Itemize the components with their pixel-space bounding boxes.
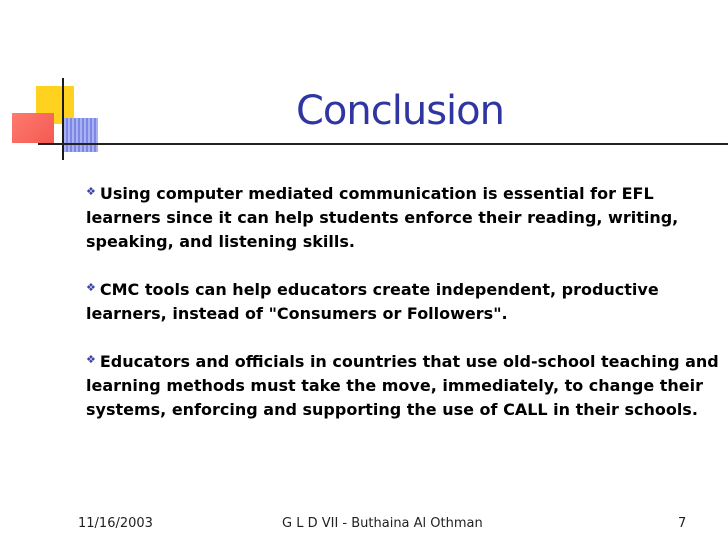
vertical-rule xyxy=(62,78,64,160)
bullet-text: Educators and officials in countries that use old-school teaching and learning methods must take the move, immediately, to change their systems, enforcing and supporting the use of CALL in their schools. xyxy=(86,352,719,419)
footer-date: 11/16/2003 xyxy=(78,516,153,531)
footer-page-number: 7 xyxy=(678,516,687,531)
diamond-bullet-icon: ❖ xyxy=(86,281,96,294)
title-underline-rule xyxy=(38,143,728,145)
red-square-decoration xyxy=(12,113,54,143)
bullet-item xyxy=(86,348,726,422)
bullet-text: CMC tools can help educators create independent, productive learners, instead of "Consumers or Followers". xyxy=(86,280,659,323)
bullet-item xyxy=(86,276,726,326)
slide-title: Conclusion xyxy=(296,88,504,134)
diamond-bullet-icon: ❖ xyxy=(86,353,96,366)
footer-author: G L D VII - Buthaina Al Othman xyxy=(282,516,483,531)
bullet-text: Using computer mediated communication is essential for EFL learners since it can help students enforce their reading, writing, speaking, and listening skills. xyxy=(86,184,679,251)
blue-square-decoration xyxy=(62,118,98,152)
diamond-bullet-icon: ❖ xyxy=(86,185,96,198)
bullet-list xyxy=(86,180,726,444)
bullet-item xyxy=(86,180,726,254)
